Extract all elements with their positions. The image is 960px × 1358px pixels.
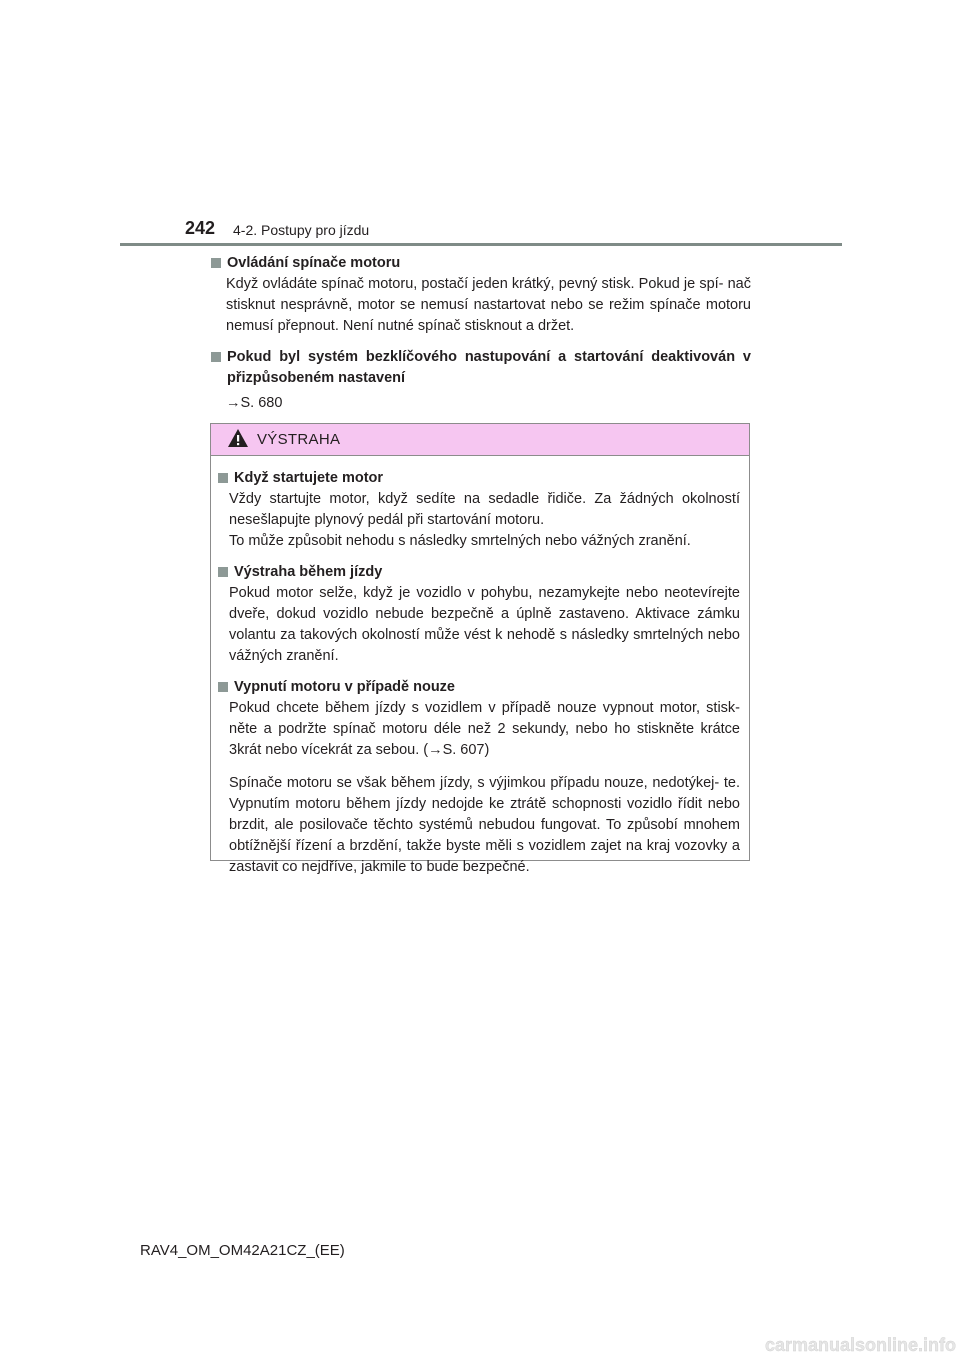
watermark-text: carmanualsonline.info: [765, 1335, 957, 1355]
page-reference: →S. 680: [226, 395, 283, 411]
warning-item-title: Když startujete motor: [234, 470, 384, 486]
warning-item-title: Výstraha během jízdy: [234, 564, 383, 580]
warning-header: [211, 424, 749, 456]
warning-item-heading: [218, 468, 740, 489]
warning-item-title: Vypnutí motoru v případě nouze: [234, 679, 455, 695]
section-paragraph: Když ovládáte spínač motoru, postačí jeden krátký, pevný stisk. Pokud je spí- nač stisknut nesprávně, motor se nemusí nastartovat nebo se režim spínače motoru nemusí přepnout. Není nutné spínač stisknout a držet.: [226, 276, 751, 334]
header-rule: [120, 243, 842, 246]
warning-paragraph: To může způsobit nehodu s následky smrtelných nebo vážných zranění.: [229, 533, 691, 549]
warning-paragraph: Pokud chcete během jízdy s vozidlem v případě nouze vypnout motor, stisk- něte a podržte spínač motoru déle než 2 sekundy, nebo ho stiskněte krátce 3krát nebo vícekrát za sebou. (→S. 607): [229, 700, 740, 758]
square-bullet-icon: [218, 682, 228, 692]
warning-paragraph: Pokud motor selže, když je vozidlo v pohybu, nezamykejte nebo neotevírejte dveře, dokud vozidlo nebude bezpečně a úplně zastaveno. Aktivace zámku volantu za takových okolností může vést k nehodě s následky smrtelných nebo vážných zranění.: [229, 585, 740, 664]
section-heading-text: Ovládání spínače motoru: [227, 255, 401, 271]
square-bullet-icon: [218, 473, 228, 483]
warning-item-heading: [218, 677, 740, 698]
warning-item-heading: [218, 562, 740, 583]
warning-box: [210, 423, 750, 875]
section-title: 4-2. Postupy pro jízdu: [233, 222, 370, 238]
section-heading: [211, 253, 751, 274]
square-bullet-icon: [211, 352, 221, 362]
section-heading: [211, 347, 751, 389]
document-code: RAV4_OM_OM42A21CZ_(EE): [140, 1242, 345, 1259]
warning-paragraph: Vždy startujte motor, když sedíte na sedadle řidiče. Za žádných okolností nesešlapujte plynový pedál při startování motoru.: [229, 491, 740, 528]
warning-paragraph: Spínače motoru se však během jízdy, s výjimkou případu nouze, nedotýkej- te. Vypnutím motoru během jízdy nedojde ke ztrátě schopnosti vozidlo řídit nebo brzdit, ale posilovače těchto systémů nebudou fungovat. To způsobí mnohem obtížnější řízení a brzdění, takže byste měli s vozidlem zajet na kraj vozovky a zastavit co nejdříve, jakmile to bude bezpečné.: [229, 775, 740, 875]
watermark-logo: [764, 1330, 960, 1358]
square-bullet-icon: [211, 258, 221, 268]
warning-title: VÝSTRAHA: [257, 431, 341, 448]
main-content: [211, 253, 751, 414]
section-heading-text: Pokud byl systém bezklíčového nastupování a startování deaktivován v přizpůsobeném nastavení: [227, 349, 751, 386]
warning-body: [211, 456, 749, 878]
warning-triangle-icon: [227, 428, 249, 453]
square-bullet-icon: [218, 567, 228, 577]
page-header: [0, 0, 960, 250]
page-number: 242: [185, 218, 216, 238]
